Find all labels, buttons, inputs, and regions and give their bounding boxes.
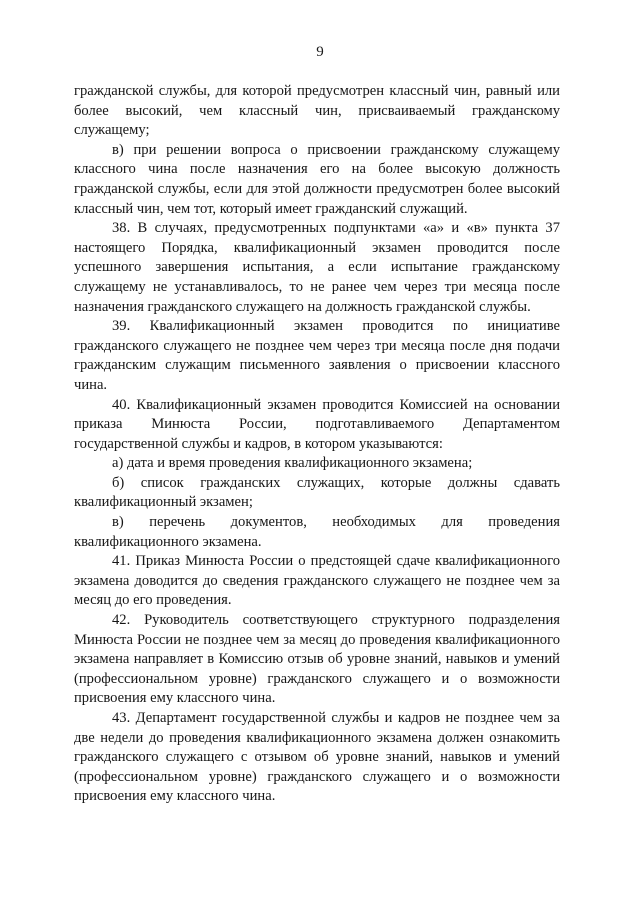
paragraph-41: 41. Приказ Минюста России о предстоящей сдаче квалификационного экзамена доводится до сведения гражданского служащего не позднее чем за месяц до его проведения.: [74, 553, 560, 609]
paragraph-40-v: в) перечень документов, необходимых для проведения квалификационного экзамена.: [74, 514, 560, 550]
paragraph-40-a: а) дата и время проведения квалификационного экзамена;: [112, 455, 473, 472]
paragraph-39: 39. Квалификационный экзамен проводится по инициативе гражданского служащего не позднее чем через три месяца после дня подачи гражданским служащим письменного заявления о присвоении классного чина.: [74, 318, 560, 393]
paragraph-42: 42. Руководитель соответствующего структурного подразделения Минюста России не позднее чем за месяц до проведения квалификационного экзамена направляет в Комиссию отзыв об уровне знаний, навыков и умений (профессиональном уровне) гражданского служащего и о возможности присвоения ему классного чина.: [74, 612, 560, 707]
paragraph-40: 40. Квалификационный экзамен проводится Комиссией на основании приказа Минюста России, подготавливаемого Департаментом государственной службы и кадров, в котором указываются:: [74, 396, 560, 452]
paragraph-40-b: б) список гражданских служащих, которые должны сдавать квалификационный экзамен;: [74, 474, 560, 511]
paragraph-37-v: в) при решении вопроса о присвоении гражданскому служащему классного чина после назначения его на более высокую должность гражданской службы, если для этой должности предусмотрен более высокий классный чин, чем тот, который имеет гражданский служащий.: [74, 141, 560, 217]
page-number: 9: [316, 44, 324, 60]
paragraph-43: 43. Департамент государственной службы и кадров не позднее чем за две недели до проведения квалификационного экзамена должен ознакомить гражданского служащего с отзывом об уровне знаний, навыков и умений (профессиональном уровне) гражданского служащего и о возможности присвоения ему классного чина.: [74, 710, 560, 805]
document-body: [74, 82, 560, 807]
paragraph-38: 38. В случаях, предусмотренных подпунктами «а» и «в» пункта 37 настоящего Порядка, квалификационный экзамен проводится после успешного завершения испытания, а если испытание гражданскому служащему не устанавливалось, то не ранее чем через три месяца после назначения гражданского служащего на должность гражданской службы.: [74, 220, 560, 315]
paragraph-continuation: гражданской службы, для которой предусмотрен классный чин, равный или более высокий, чем классный чин, присваиваемый гражданскому служащему;: [74, 83, 560, 139]
